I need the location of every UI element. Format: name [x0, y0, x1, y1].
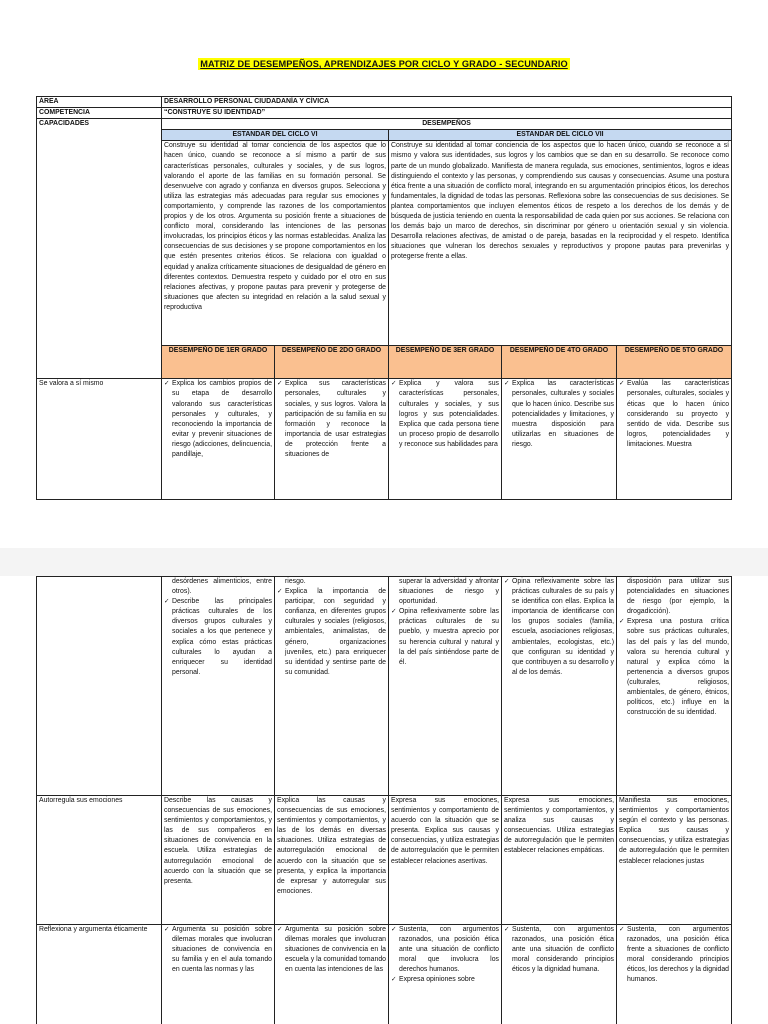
desempeno-1-se-valora-cont: [162, 577, 275, 796]
ciclo7-header: ESTANDAR DEL CICLO VII: [389, 130, 732, 141]
row-se-valora-cont: [37, 577, 732, 796]
desempeno-item: ✓ Explica los cambios propios de su etapa de desarrollo valorando sus características personales y culturales, y reconociendo la importancia de evitar y prevenir situaciones de riesgo (adicciones, delincuencia, pandillaje,: [164, 379, 272, 460]
capacidad-se-valora: Se valora a sí mismo: [37, 379, 162, 500]
capacidad-autorregula: Autorregula sus emociones: [37, 796, 162, 925]
desempeno-item: ✓ Expresa opiniones sobre: [391, 975, 499, 985]
desempeno-item: ✓ Evalúa las características personales, culturales, sociales y éticas que lo hacen único considerando su proyecto y sentido de vida. Describe sus logros, potencialidades y limitaciones. Muestra: [619, 379, 729, 450]
desempeno-4-autorregula: [502, 796, 617, 925]
document-page-2: [0, 576, 768, 1024]
competencia-label: COMPETENCIA: [37, 108, 162, 119]
capacidad-reflexiona: Reflexiona y argumenta éticamente: [37, 925, 162, 1024]
desempeno-1-reflexiona: [162, 925, 275, 1024]
standard-ciclo6: Construye su identidad al tomar conciencia de los aspectos que lo hacen único, cuando se reconoce a sí mismo a partir de sus características personales, culturales y sociales, y de sus logros, valorando el aporte de las familias en su formación personal. Se desenvuelve con agrado y confianza en diversos grupos. Selecciona y utiliza las estrategias más adecuadas para regular sus emociones y comportamiento, y comprende las razones de los comportamientos propios y de los otros. Argumenta su posición frente a situaciones de conflicto moral, considerando las intenciones de las personas involucradas, los principios éticos y las normas establecidas. Analiza las consecuencias de sus decisiones y se propone comportamientos en los que estén presentes criterios éticos. Se relaciona con igualdad o equidad y analiza críticamente situaciones de desigualdad de género en diferentes contextos. Demuestra respeto y cuidado por el otro en sus relaciones afectivas, y propone pautas para prevenir y protegerse de situaciones que afecten su integridad en relación a la salud sexual y reproductiva: [162, 141, 389, 346]
desempeno-item: ✓ Explica sus características personales, culturales y sociales, y sus logros. Valora la participación de su familia en su formación y reconoce la importancia de usar estrategias de protección frente a situaciones de: [277, 379, 386, 460]
desempeno-3-se-valora-cont: [389, 577, 502, 796]
desempeno-item: superar la adversidad y afrontar situaciones de riesgo y oportunidad.: [399, 578, 499, 606]
desempeno-item: ✓ Explica las características personales, culturales y sociales que lo hacen único. Describe sus potencialidades y limitaciones, y muestra disposición para utilizarlas en situaciones de riesgo.: [504, 379, 614, 450]
desempeno-item: ✓ Argumenta su posición sobre dilemas morales que involucran situaciones de convivencia en su familia y en el aula tomando en cuenta las normas y las: [164, 925, 272, 975]
grade-header-2: DESEMPEÑO DE 2DO GRADO: [275, 346, 389, 379]
desempeno-item: ✓ Explica y valora sus características personales, culturales y sociales, y sus logros y sus potencialidades. Explica que cada persona tiene un proceso propio de desarrollo y reconoce sus habilidades para: [391, 379, 499, 450]
desempeno-item: ✓ Expresa una postura crítica sobre sus prácticas culturales, las del país y las del mundo, valora su herencia cultural y natural y explica cómo la pertenencia a diversos grupos (culturales, religiosos, ambientales, de género, étnicos, políticos, etc.) influye en la construcción de su identidad.: [619, 617, 729, 718]
desempeno-text: Expresa sus emociones, sentimientos y comportamientos, y analiza sus causas y consecuencias. Utiliza estrategias de autorregulación que le permiten establecer relaciones empáticas.: [504, 797, 614, 855]
desempeno-text: Expresa sus emociones, sentimientos y comportamiento de acuerdo con la situación que se presenta. Explica sus causas y consecuencias, y utiliza estrategias de autorregulación que le permiten establecer relaciones asertivas.: [391, 797, 500, 865]
desempeno-item: ✓ Opina reflexivamente sobre las prácticas culturales de su país y se identifica con ellas. Explica la importancia de identificarse con los grupos sociales (familia, escuela, asociaciones religiosas, ambientales, ecologistas, etc.) que configuran su identidad y que contribuyen a su desarrollo y al de los demás.: [504, 577, 614, 678]
competencia-value: “CONSTRUYE SU IDENTIDAD”: [162, 108, 732, 119]
desempeno-item: ✓ Argumenta su posición sobre dilemas morales que involucran situaciones de convivencia en la escuela y la comunidad tomando en cuenta las intenciones de las: [277, 925, 386, 975]
page-separator: [0, 548, 768, 576]
desempeno-5-se-valora: [617, 379, 732, 500]
desempeno-2-se-valora: [275, 379, 389, 500]
desempeno-3-autorregula: [389, 796, 502, 925]
row-se-valora: [37, 379, 732, 500]
desempeno-item: desórdenes alimenticios, entre otros).: [172, 578, 272, 596]
desempeno-2-reflexiona: [275, 925, 389, 1024]
desempeno-1-se-valora: [162, 379, 275, 500]
desempeno-3-se-valora: [389, 379, 502, 500]
grade-header-5: DESEMPEÑO DE 5TO GRADO: [617, 346, 732, 379]
desempeno-item: ✓ Opina reflexivamente sobre las prácticas culturales de su pueblo, y muestra aprecio por su herencia cultural y natural y la del país sintiéndose parte de él.: [391, 607, 499, 668]
grade-header-4: DESEMPEÑO DE 4TO GRADO: [502, 346, 617, 379]
matrix-table-page-2: [36, 576, 732, 1024]
grade-header-3: DESEMPEÑO DE 3ER GRADO: [389, 346, 502, 379]
desempeno-item: ✓ Describe las principales prácticas culturales de los diversos grupos culturales y sociales a los que pertenece y explica cómo estas prácticas culturales lo ayudan a enriquecer su identidad personal.: [164, 597, 272, 678]
desempeno-2-autorregula: [275, 796, 389, 925]
desempeno-item: ✓ Sustenta, con argumentos razonados, una posición ética ante una situación de conflicto moral que involucra los derechos humanos.: [391, 925, 499, 975]
desempeno-text: Explica las causas y consecuencias de sus emociones, sentimientos y comportamientos, y las de los demás en diversas situaciones. Utiliza estrategias de autorregulación emocional de acuerdo con la situación que se presenta, y explica la importancia de expresar y autorregular sus emociones.: [277, 797, 386, 895]
standard-ciclo7: Construye su identidad al tomar conciencia de los aspectos que lo hacen único, cuando se reconoce a sí mismo y valora sus identidades, sus logros y los cambios que se dan en su desarrollo. Se reconoce como parte de un mundo globalizado. Manifiesta de manera regulada, sus emociones, sentimientos, logros e ideas distinguiendo el contexto y las personas, y comprendiendo sus causas y consecuencias. Asume una postura ética frente a una situación de conflicto moral, integrando en su argumentación principios éticos, los derechos fundamentales, la dignidad de todas las personas. Reflexiona sobre las consecuencias de sus decisiones. Se plantea comportamientos que incluyen elementos éticos de respeto a los derechos de los demás y de búsqueda de justicia teniendo en cuenta la responsabilidad de cada quien por sus acciones. Se relaciona con los demás bajo un marco de derechos, sin discriminar por género u orientación sexual y sin violencia. Desarrolla relaciones afectivas, de amistad o de pareja, basadas en la reciprocidad y el respeto. Identifica situaciones que vulneran los derechos sexuales y reproductivos y propone pautas para prevenirlas y protegerse frente a ellas.: [389, 141, 732, 346]
desempeno-item: disposición para utilizar sus potencialidades en situaciones de riesgo (por ejemplo, la drogadicción).: [627, 578, 729, 616]
desempeno-5-autorregula: [617, 796, 732, 925]
desempeno-5-reflexiona: [617, 925, 732, 1024]
desempeno-item: ✓ Sustenta, con argumentos razonados, una posición ética frente a situaciones de conflicto moral considerando principios éticos, los derechos y la dignidad humanos.: [619, 925, 729, 986]
desempeno-2-se-valora-cont: [275, 577, 389, 796]
document-title: MATRIZ DE DESEMPEÑOS, APRENDIZAJES POR CICLO Y GRADO - SECUNDARIO: [200, 59, 568, 69]
capacidad-se-valora-cont: [37, 577, 162, 796]
desempeno-5-se-valora-cont: [617, 577, 732, 796]
desempeno-item: riesgo.: [285, 578, 306, 585]
desempeno-text: Manifiesta sus emociones, sentimientos y comportamientos según el contexto y las personas. Explica sus causas y consecuencias, y utiliza estrategias de autorregulación que le permiten establecer relaciones justas: [619, 797, 729, 865]
grade-header-1: DESEMPEÑO DE 1ER GRADO: [162, 346, 275, 379]
matrix-table-page-1: [36, 96, 732, 500]
competencia-row: [37, 108, 732, 119]
row-autorregula: [37, 796, 732, 925]
desempeno-4-se-valora: [502, 379, 617, 500]
desempeno-item: ✓ Explica la importancia de participar, con seguridad y confianza, en diferentes grupos culturales y sociales (religiosos, ambientales, animalistas, de género, organizaciones juveniles, etc.) para enriquecer su identidad y sentirse parte de su comunidad.: [277, 587, 386, 678]
area-value: DESARROLLO PERSONAL CIUDADANÍA Y CÍVICA: [162, 97, 732, 108]
area-label: ÁREA: [37, 97, 162, 108]
desempeno-1-autorregula: [162, 796, 275, 925]
desempenos-label: DESEMPEÑOS: [162, 119, 732, 130]
ciclo6-header: ESTANDAR DEL CICLO VI: [162, 130, 389, 141]
capacidades-label: CAPACIDADES: [37, 119, 162, 379]
desempeno-item: ✓ Sustenta, con argumentos razonados, una posición ética ante una situación de conflicto moral considerando principios éticos y la dignidad humana.: [504, 925, 614, 975]
desempeno-3-reflexiona: [389, 925, 502, 1024]
desempeno-4-se-valora-cont: [502, 577, 617, 796]
desempeno-text: Describe las causas y consecuencias de sus emociones, sentimientos y comportamientos, y las de sus compañeros en situaciones de convivencia en la escuela. Utiliza estrategias de autorregulación emocional de acuerdo con la situación que se presenta.: [164, 797, 272, 885]
desempeno-4-reflexiona: [502, 925, 617, 1024]
capacidades-row: [37, 119, 732, 130]
row-reflexiona: [37, 925, 732, 1024]
area-row: [37, 97, 732, 108]
